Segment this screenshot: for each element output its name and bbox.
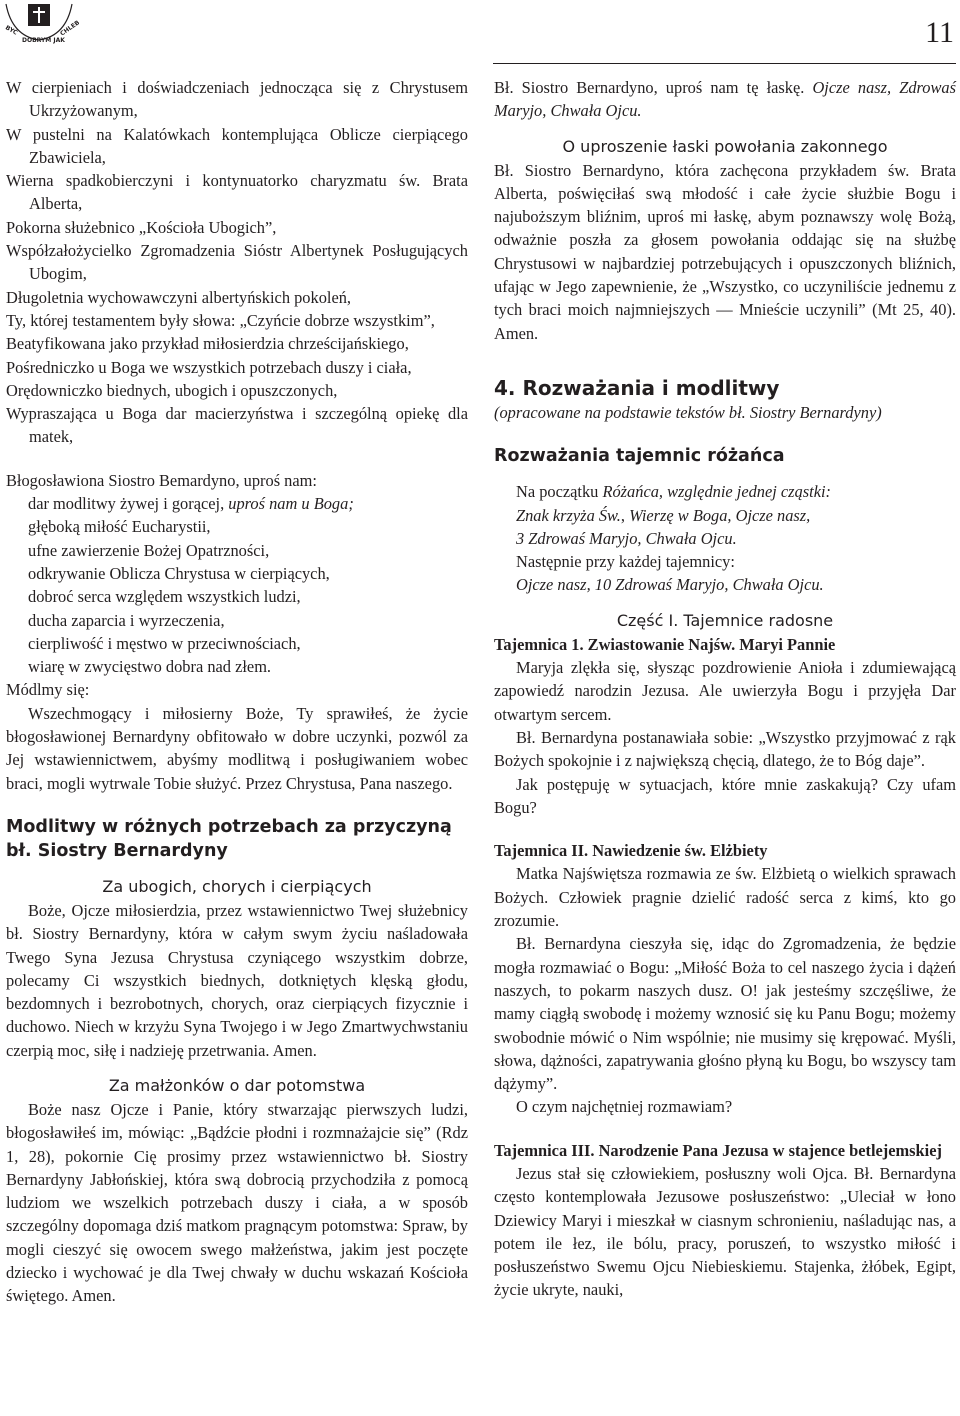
litany-line: Wierna spadkobierczyni i kontynuatorko charyzmatu św. Brata Alberta, (6, 171, 468, 214)
rosary-line: Ojcze nasz, 10 Zdrowaś Maryjo, Chwała Ojcu. (516, 575, 824, 595)
chapter-subtitle: (opracowane na podstawie tekstów bł. Siostry Bernardyny) (494, 402, 882, 422)
mystery-1-text: Jak postępuję w sytuacjach, które mnie zaskakują? Czy ufam Bogu? (494, 774, 956, 817)
svg-text:BYĆ: BYĆ (4, 24, 19, 37)
blessed-intro: Błogosławiona Siostro Bemardyno, uproś nam: (6, 470, 317, 490)
mystery-1-text: Maryja zlękła się, słysząc pozdrowienie Anioła i zdumiewającą zapowiedź narodzin Jezusa. Ale uwierzyła Bogu i przyjęła Dar otwartym sercem. (494, 658, 956, 724)
petition-item: dar modlitwy żywej i gorącej, uproś nam u Boga; (28, 494, 354, 514)
litany-line: W pustelni na Kalatówkach kontemplująca Oblicze cierpiącego Zbawiciela, (6, 124, 468, 167)
right-column (494, 76, 956, 1302)
chapter-title: 4. Rozważania i modlitwy (494, 375, 780, 400)
rosary-line: 3 Zdrowaś Maryjo, Chwała Ojcu. (516, 528, 737, 548)
litany-line: Długoletnia wychowawczyni albertyńskich pokoleń, (6, 287, 352, 307)
vocation-prayer: Bł. Siostro Bernardyno, która zachęcona przykładem św. Brata Alberta, poświęciłaś swą młodość i całe życie służbie Bogu i najuboższym bliźnim, uproś mi łaskę, abym poznawszy wolę Bożą, odważnie poszła za głosem powołania oddając się na służbę Chrystusowi w najbardziej potrzebujących i opuszczonych bliźnich, ufając w Jego zapewnienie, że „Wszystko, co uczyniliście jednemu z tych braci moich najmniejszych — Mnieście uczynili” (Mt 25, 40). Amen. (494, 160, 956, 343)
petition-item: głęboką miłość Eucharystii, (28, 517, 211, 537)
litany-line: Orędowniczko biednych, ubogich i opuszczonych, (6, 380, 338, 400)
rosary-line: Następnie przy każdej tajemnicy: (516, 552, 735, 572)
top-continuation: Bł. Siostro Bernardyno, uproś nam tę łaskę. Ojcze nasz, Zdrowaś Maryjo, Chwała Ojcu. (494, 78, 956, 121)
subsection-title-spouses: Za małżonków o dar potomstwa (108, 1075, 366, 1095)
part-title: Część I. Tajemnice radosne (616, 610, 834, 630)
page-number: 11 (925, 16, 954, 49)
rosary-line: Znak krzyża Św., Wierzę w Boga, Ojcze nasz, (516, 505, 811, 525)
petition-item: dobroć serca względem wszystkich ludzi, (28, 587, 301, 607)
rosary-instructions (494, 480, 956, 596)
mystery-3-title: Tajemnica III. Narodzenie Pana Jezusa w stajence betlejemskiej (494, 1140, 942, 1160)
mystery-1-text: Bł. Bernardyna postanawiała sobie: „Wszystko przyjmować z rąk Bożych spokojnie i z największą chęcią, dlatego, że to Bóg daje”. (494, 727, 956, 771)
litany (6, 76, 468, 449)
prayer-spouses: Boże nasz Ojcze i Panie, który stwarzając pierwszych ludzi, błogosławiłeś im, mówiąc: „Bądźcie płodni i rozmnażajcie się” (Rdz 1, 28), pokornie Cię prosimy przez wstawiennictwo bł. Siostry Bernardyny Jabłońskiej, która swą dobrocią przychodziła z pomocą ludziom we wszelkich potrzebach duszy i ciała, a w sposób szczególny dopomaga dziś matkom pragnącym potomstwa: Spraw, by mogli cieszyć się owocem swego małżeństwa, jakim jest poczęte dziecko i wychować je dla Twej chwały w duchu wskazań Kościoła świętego. Amen. (6, 1099, 468, 1306)
let-us-pray: Módlmy się: (6, 680, 90, 700)
mystery-3-text: Jezus stał się człowiekiem, posłuszny woli Ojca. Bł. Bernardyna często kontemplowała Jezusowe posłuszeństwo: „Uleciał w łono Dziewicy Maryi i mieszkał w ciasnym schronieniu, naśladując nas, a potem ile łez, ile bólu, pracy, poruszeń, to wszystko miłość i posłuszeństwo Swemu Ojcu Niebieskiemu. Stajenka, żłóbek, Egipt, życie ukryte, nauki, (494, 1163, 956, 1300)
left-column (6, 76, 468, 1308)
rosary-line: Na początku Różańca, względnie jednej cząstki: (516, 482, 831, 502)
section-title: Modlitwy w różnych potrzebach za przyczyną bł. Siostry Bernardyny (6, 816, 452, 861)
mystery-2-text: Matka Najświętsza rozmawia ze św. Elżbietą o wielkich sprawach Bożych. Człowiek pragnie dzielić radość serca z kimś, kto go zrozumie. (494, 864, 956, 931)
subsection-title-poor: Za ubogich, chorych i cierpiących (102, 876, 372, 896)
petition-item: cierpliwość i męstwo w przeciwnościach, (28, 633, 301, 653)
mystery-1-title: Tajemnica 1. Zwiastowanie Najśw. Maryi Pannie (494, 634, 836, 654)
rosary-title: Rozważania tajemnic różańca (494, 446, 785, 467)
litany-line: W cierpieniach i doświadczeniach jednocząca się z Chrystusem Ukrzyżowanym, (6, 78, 468, 121)
petitions-list (6, 492, 468, 678)
mystery-2-text: Bł. Bernardyna cieszyła się, idąc do Zgromadzenia, że będzie mogła rozmawiać o Bogu: „Miłość Boża to cel naszego życia i dążeń naszych, to pokarm naszych dusz. O! jak jesteśmy szczęśliwe, że mamy ciągłą swobodę i możemy wznosić się ku Panu Bogu; możemy swobodnie mówić o Nim wspólnie; nie musimy się krępować. Myśli, słowa, dążności, zapatrywania głośno płyną ku Bogu, bo wszyscy tam dążymy”. (494, 934, 956, 1094)
petition-item: ducha zaparcia i wyrzeczenia, (28, 610, 225, 630)
mystery-2-text: O czym najchętniej rozmawiam? (516, 1097, 733, 1117)
petition-item: odkrywanie Oblicza Chrystusa w cierpiących, (28, 563, 330, 583)
litany-line: Pośredniczko u Boga we wszystkich potrzebach duszy i ciała, (6, 357, 412, 377)
header-rule (493, 63, 956, 64)
litany-line: Wypraszająca u Boga dar macierzyństwa i szczególną opiekę dla matek, (6, 404, 468, 447)
litany-line: Pokorna służebnico „Kościoła Ubogich”, (6, 217, 277, 237)
litany-line: Beatyfikowana jako przykład miłosierdzia chrześcijańskiego, (6, 334, 409, 354)
petition-item: wiarę w zwycięstwo dobra nad złem. (28, 657, 272, 677)
mystery-2-title: Tajemnica II. Nawiedzenie św. Elżbiety (494, 841, 768, 861)
petition-item: ufne zawierzenie Bożej Opatrzności, (28, 540, 270, 560)
svg-text:CHLEB: CHLEB (59, 19, 81, 38)
logo-seal (2, 2, 81, 44)
prayer-poor: Boże, Ojcze miłosierdzia, przez wstawiennictwo Twej służebnicy bł. Siostry Bernardyny, która w całym swym życiu naśladowała Twego Syna Jezusa Chrystusa czyniącego wszystkim dobrze, polecamy Ci wszystkich biednych, dotkniętych klęską głodu, bezdomnych i bezrobotnych, chorych, oraz cierpiących fizycznie i duchowo. Niech w krzyżu Syna Twojego i w Jego Zmartwychwstaniu czerpią moc, siłę i nadzieję przetrwania. Amen. (6, 900, 468, 1060)
vocation-title: O uproszenie łaski powołania zakonnego (562, 136, 888, 156)
svg-text:DOBRYM JAK: DOBRYM JAK (22, 37, 65, 44)
litany-line: Ty, której testamentem były słowa: „Czyńcie dobrze wszystkim”, (6, 310, 435, 330)
litany-line: Współzałożycielko Zgromadzenia Sióstr Albertynek Posługujących Ubogim, (6, 241, 468, 284)
prayer-text: Wszechmogący i miłosierny Boże, Ty sprawiłeś, że życie błogosławionej Bernardyny obfitowało w dobre uczynki, pozwól za Jej wstawiennictwem, abyśmy modlitwą i posługiwaniem wobec braci, mogli wytrwale Tobie służyć. Przez Chrystusa, Pana naszego. (6, 703, 468, 793)
